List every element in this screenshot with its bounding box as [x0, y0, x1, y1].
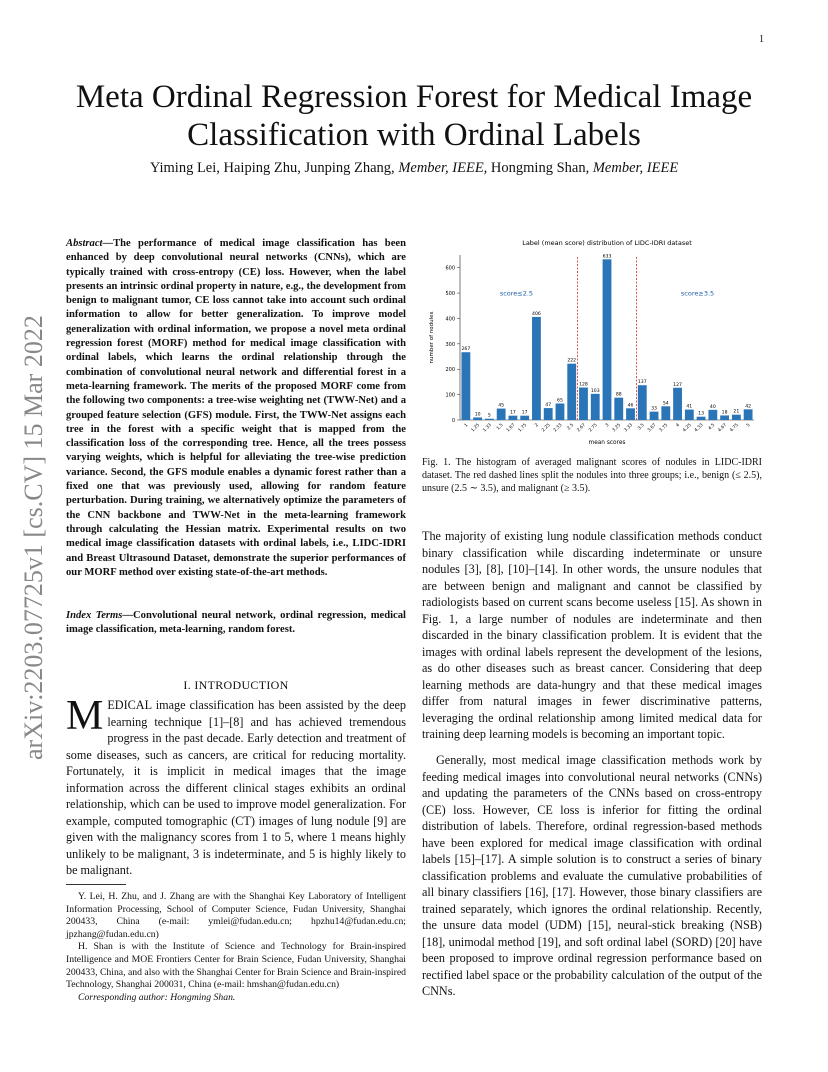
bar	[614, 398, 623, 420]
chart-title: Label (mean score) distribution of LIDC-IDRI dataset	[522, 239, 692, 247]
figure-caption: Fig. 1. The histogram of averaged malignant scores of nodules in LIDC-IDRI dataset. The red dashed lines split the nodules into three groups; i.e., benign (≤ 2.5), unsure (2.5 ∼ 3.5), and malignant (≥ 3.5).	[422, 457, 762, 494]
y-tick-label: 600	[445, 265, 455, 272]
x-tick-label: 2.67	[576, 422, 587, 434]
bar-value-label: 46	[627, 403, 634, 409]
x-tick-label: 1.75	[517, 422, 529, 434]
annotation-malignant: score≥3.5	[680, 289, 715, 298]
bar-value-label: 42	[745, 404, 752, 410]
bar	[485, 419, 494, 420]
x-tick-label: 2.25	[541, 422, 552, 434]
x-tick-label: 4	[675, 422, 681, 429]
x-tick-label: 4.25	[682, 422, 693, 434]
x-tick-label: 1.5	[496, 422, 505, 432]
bar-value-label: 222	[567, 358, 577, 364]
bar-value-label: 633	[602, 254, 612, 260]
bar	[567, 364, 576, 420]
body-paragraph-1	[422, 528, 762, 743]
authors-part-2: Hongming Shan,	[487, 160, 593, 176]
bar	[603, 259, 612, 420]
x-tick-label: 4.67	[717, 422, 729, 434]
x-tick-label: 2.75	[588, 422, 599, 434]
figure-1	[424, 235, 764, 447]
membership-1: Member, IEEE,	[398, 160, 488, 176]
y-tick-label: 100	[445, 392, 455, 399]
bar	[744, 409, 753, 420]
bar	[473, 417, 482, 420]
bar-value-label: 40	[709, 404, 716, 410]
bar	[544, 408, 553, 420]
x-tick-label: 1.33	[482, 422, 493, 434]
x-tick-label: 3.67	[647, 422, 658, 434]
title-line-2: Classification with Ordinal Labels	[187, 117, 641, 153]
body-paragraph-2	[422, 752, 762, 1000]
arxiv-id: arXiv:2203.07725v1 [cs.CV] 15 Mar 2022	[19, 315, 48, 760]
abstract	[66, 237, 406, 580]
intro-paragraph	[66, 693, 406, 879]
footnotes	[66, 891, 406, 1004]
x-tick-label: 3	[604, 422, 611, 429]
bar	[556, 404, 565, 421]
arxiv-stamp	[12, 290, 52, 760]
footnote-affiliation-1: Y. Lei, H. Zhu, and J. Zhang are with the Shanghai Key Laboratory of Intelligent Information Processing, School of Computer Science, Fudan University, Shanghai 200433, China (e-mail: ymlei@fudan.edu.cn; hpzhu14@fudan.edu.cn; jpzhang@fudan.edu.cn)	[66, 891, 406, 940]
y-tick-label: 500	[445, 291, 455, 298]
y-tick-label: 0	[451, 418, 455, 424]
bar	[638, 385, 647, 420]
x-axis-label: mean scores	[588, 440, 626, 446]
x-tick-label: 5	[746, 422, 752, 429]
x-tick-label: 4.33	[694, 422, 705, 434]
footnote-affiliation-2: H. Shan is with the Institute of Science and Technology for Brain-inspired Intelligence and MOE Frontiers Center for Brain Science, Fudan University, Shanghai 200433, China, and also with the Shanghai Center for Brain Science and Brain-inspired Technology, Shanghai 200031, China (e-mail: hmshan@fudan.edu.cn)	[66, 941, 406, 991]
section-heading: I. INTRODUCTION	[183, 678, 289, 692]
bar-value-label: 406	[532, 311, 541, 317]
x-tick-label: 2	[534, 422, 540, 429]
index-terms-text: —Convolutional neural network, ordinal regression, medical image classification, meta-learning, random forest.	[66, 610, 406, 636]
bar-value-label: 13	[698, 411, 705, 417]
bar	[650, 412, 659, 420]
x-tick-label: 3.5	[637, 422, 646, 432]
index-terms	[66, 609, 406, 638]
abstract-text: —The performance of medical image classification has been enhanced by deep convolutional neural networks (CNNs), which are typically trained with cross-entropy (CE) loss. However, when the label presents an intrinsic ordinal property in nature, e.g., the development from benign to malignant tumor, CE loss cannot take into account such ordinal information to allow for better generalization. To improve model generalization with ordinal information, we propose a novel meta ordinal regression forest (MORF) method for medical image classification with ordinal labels, which learns the ordinal relationship through the combination of convolutional neural network and differential forest in a meta-learning framework. The merits of the proposed MORF come from the following two components: a tree-wise weighting net (TWW-Net) and a grouped feature selection (GFS) module. First, the TWW-Net assigns each tree in the forest with a specific weight that is mapped from the classification loss of the corresponding tree. Hence, all the trees possess varying weights, which is helpful for alleviating the tree-wise prediction variance. Second, the GFS module enables a dynamic forest rather than a fixed one that was previously used, allowing for random feature perturbation. During training, we alternatively optimize the parameters of the CNN backbone and TWW-Net in the meta-learning framework through calculating the Hessian matrix. Experimental results on two medical image classification datasets with ordinal labels, i.e., LIDC-IDRI and Breast Ultrasound Dataset, demonstrate the superior performances of our MORF method over existing state-of-the-art methods.	[66, 238, 406, 578]
author-list	[60, 160, 768, 177]
x-tick-label: 2.5	[566, 422, 576, 432]
bar-value-label: 128	[579, 382, 588, 388]
x-tick-label: 3.75	[658, 422, 670, 434]
bar	[708, 410, 717, 420]
authors-part-1: Yiming Lei, Haiping Zhu, Junping Zhang,	[149, 160, 399, 176]
x-tick-label: 1.25	[470, 422, 482, 434]
paragraph-text-2: Generally, most medical image classification methods work by feeding medical images into convolutional neural networks (CNNs) and updating the parameters of the CNNs based on cross-entropy (CE) loss. However, CE loss is inferior for fitting the ordinal distribution of labels. Therefore, ordinal regression-based methods have been explored for medical image classification with ordinal labels [15]–[17]. A simple solution is to construct a series of binary classification problems and evaluate the cumulative probabilities of all binary classifiers [16], [17]. However, those binary classifiers are trained separately, which ignores the ordinal relationship. Recently, the unsure data model (UDM) [15], neural-stick breaking (NSB) [18], unimodal method [19], and soft ordinal label (SORD) [20] have been proposed to improve ordinal regression performance based on rectified label space or the probability calculation of the output of the CNNs.	[422, 753, 762, 998]
bar	[497, 409, 506, 420]
histogram-chart	[424, 235, 764, 447]
bar	[626, 408, 635, 420]
index-terms-lead: Index Terms	[66, 610, 123, 621]
bar-value-label: 103	[590, 388, 600, 394]
x-tick-label: 2.33	[552, 422, 564, 434]
bar	[520, 416, 529, 420]
footnote-rule	[66, 884, 126, 885]
paragraph-text-1: The majority of existing lung nodule classification methods conduct binary classification while discarding indeterminate or unsure nodules [3], [8], [10]–[14]. In other words, the unsure nodules that are between benign and malignant and cannot be classified by radiologists based on current scans become useless [15]. As shown in Fig. 1, a large number of nodules are indeterminate and then discarded in the binary classification problem. It is evident that the images with ordinal labels represent the development of the lesions, as do other diseases such as breast cancer. Considering that deep learning methods are data-hungry and that these medical images differ from natural images in fewer discriminative patterns, leveraging the ordinal relationship among limited medical data for training deep learning models is becoming an important topic.	[422, 529, 762, 741]
bar	[720, 415, 729, 420]
bar	[732, 415, 741, 420]
bar-value-label: 5	[487, 413, 491, 419]
title-line-1: Meta Ordinal Regression Forest for Medical Image	[75, 79, 753, 115]
bar	[579, 388, 588, 420]
bar-value-label: 127	[673, 382, 682, 388]
y-tick-label: 400	[445, 316, 455, 323]
bar-value-label: 17	[509, 410, 516, 416]
bar-value-label: 88	[615, 392, 622, 398]
bar	[673, 388, 682, 420]
bar-value-label: 45	[498, 403, 505, 409]
x-tick-label: 4.75	[729, 422, 740, 434]
drop-cap: M	[66, 693, 104, 739]
y-tick-label: 300	[445, 341, 455, 348]
bar	[509, 416, 518, 420]
bar	[532, 317, 541, 420]
footnote-corresponding: Corresponding author: Hongming Shan.	[78, 991, 236, 1003]
bar-value-label: 33	[651, 406, 657, 412]
bar-value-label: 17	[521, 410, 528, 416]
annotation-benign: score≤2.5	[499, 289, 534, 298]
y-axis-label: number of nodules	[429, 311, 435, 364]
bar	[661, 406, 670, 420]
bar-value-label: 41	[686, 404, 693, 410]
bar-value-label: 137	[637, 380, 647, 386]
bar-value-label: 267	[461, 347, 471, 353]
page-number: 1	[759, 34, 764, 45]
bar-value-label: 54	[662, 401, 669, 407]
bar-value-label: 65	[557, 398, 563, 404]
bar-value-label: 18	[721, 410, 728, 416]
bar-value-label: 47	[545, 403, 552, 409]
bar-value-label: 10	[474, 412, 481, 418]
bar	[685, 410, 694, 420]
bar	[591, 394, 600, 420]
x-tick-label: 3.25	[611, 422, 623, 434]
intro-text: EDICAL image classification has been assisted by the deep learning technique [1]–[8] and has achieved tremendous progress in the past decade. Early detection and treatment of some diseases, such as cancers, are critical for reducing mortality. Fortunately, it is implicit in medical images that the image information across the different clinical stages exhibits an ordinal relationship, which can be used to improve model generalization. For example, computed tomographic (CT) images of lung nodule [9] are given with the malignancy scores from 1 to 5, where 1 means highly unlikely to be malignant, 3 is indeterminate, and 5 is highly likely to be malignant.	[66, 698, 406, 877]
abstract-lead: Abstract	[66, 238, 103, 249]
x-tick-label: 1.67	[505, 422, 517, 434]
x-tick-label: 3.33	[623, 422, 634, 434]
bar	[697, 417, 706, 420]
x-tick-label: 1	[463, 422, 470, 429]
bar	[461, 352, 470, 420]
membership-2: Member, IEEE	[592, 160, 679, 176]
paper-title	[60, 78, 768, 154]
bar-value-label: 21	[733, 409, 740, 415]
x-tick-label: 4.5	[707, 422, 717, 432]
y-tick-label: 200	[445, 367, 455, 374]
